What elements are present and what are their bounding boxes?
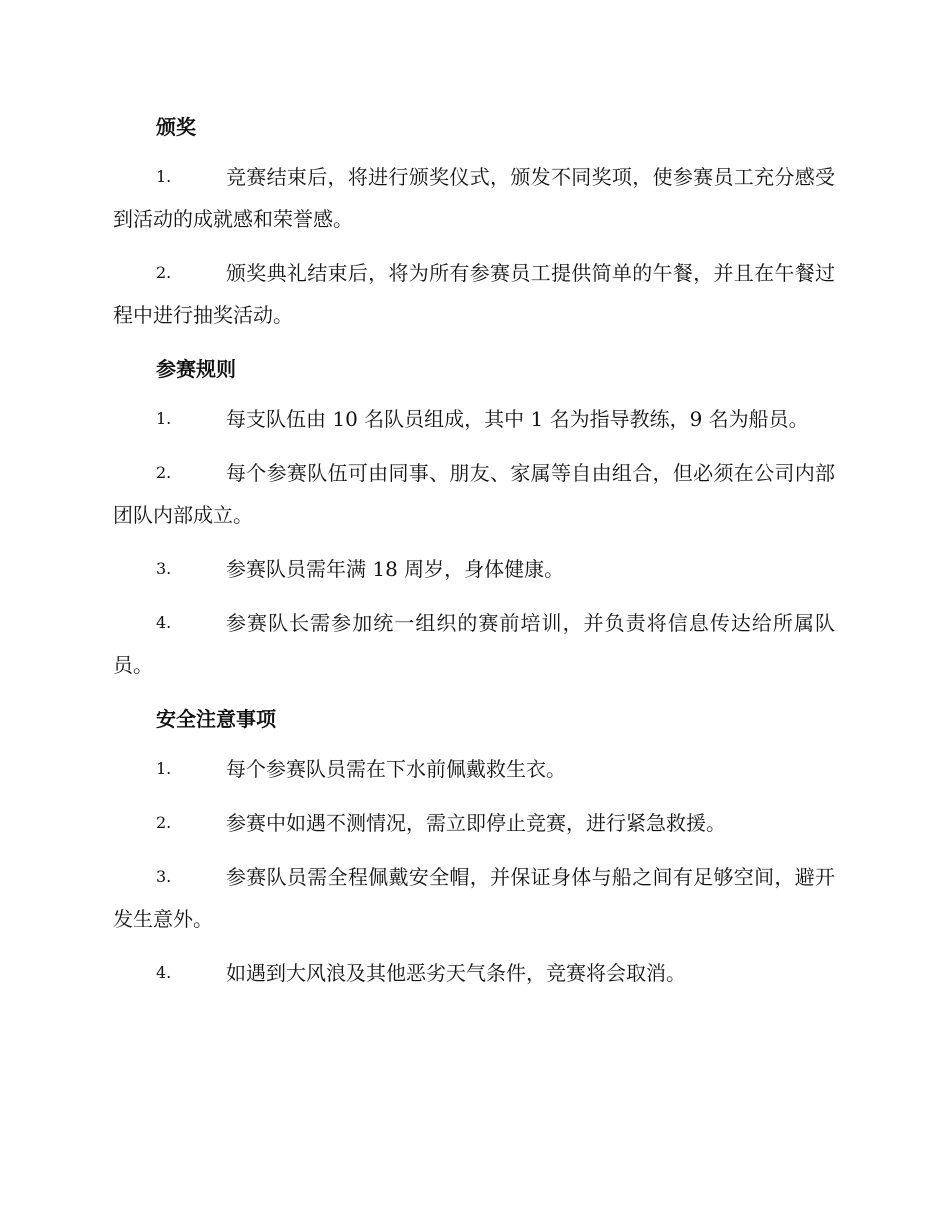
- list-item-text: 参赛队员需全程佩戴安全帽，并保证身体与船之间有足够空间，避开发生意外。: [113, 865, 835, 931]
- list-item: [113, 452, 835, 536]
- list-item-text: 参赛队长需参加统一组织的赛前培训，并负责将信息传达给所属队员。: [113, 611, 835, 677]
- list-item-number: 4.: [156, 963, 172, 982]
- list-item: [113, 156, 835, 240]
- list-item: [113, 748, 835, 790]
- list-item: [113, 548, 835, 590]
- list-item: [113, 252, 835, 336]
- section-safety: [113, 698, 835, 994]
- list-item-text: 参赛中如遇不测情况，需立即停止竞赛，进行紧急救援。: [226, 811, 726, 835]
- list-item-number: 3.: [156, 867, 172, 886]
- section-rules: [113, 348, 835, 686]
- section-heading: 颁奖: [156, 115, 196, 139]
- section-heading: 参赛规则: [156, 357, 236, 381]
- section-awards: [113, 106, 835, 336]
- list-item-number: 1.: [156, 409, 172, 428]
- document-body: [113, 106, 835, 1006]
- list-item-number: 2.: [156, 263, 172, 282]
- list-item: [113, 602, 835, 686]
- list-item-number: 3.: [156, 559, 172, 578]
- list-item-text: 参赛队员需年满 18 周岁，身体健康。: [226, 557, 565, 581]
- list-item-text: 每个参赛队伍可由同事、朋友、家属等自由组合，但必须在公司内部团队内部成立。: [113, 461, 835, 527]
- list-item-number: 1.: [156, 759, 172, 778]
- list-item-text: 每个参赛队员需在下水前佩戴救生衣。: [226, 757, 566, 781]
- list-item: [113, 952, 835, 994]
- list-item: [113, 802, 835, 844]
- list-item: [113, 856, 835, 940]
- list-item-text: 颁奖典礼结束后，将为所有参赛员工提供简单的午餐，并且在午餐过程中进行抽奖活动。: [113, 261, 835, 327]
- list-item-number: 2.: [156, 813, 172, 832]
- list-item-text: 如遇到大风浪及其他恶劣天气条件，竞赛将会取消。: [226, 961, 686, 985]
- list-item-text: 每支队伍由 10 名队员组成，其中 1 名为指导教练，9 名为船员。: [226, 407, 809, 431]
- section-heading: 安全注意事项: [156, 707, 276, 731]
- list-item-text: 竞赛结束后，将进行颁奖仪式，颁发不同奖项，使参赛员工充分感受到活动的成就感和荣誉感。: [113, 165, 835, 231]
- list-item-number: 2.: [156, 463, 172, 482]
- list-item: [113, 398, 835, 440]
- list-item-number: 4.: [156, 613, 172, 632]
- list-item-number: 1.: [156, 167, 172, 186]
